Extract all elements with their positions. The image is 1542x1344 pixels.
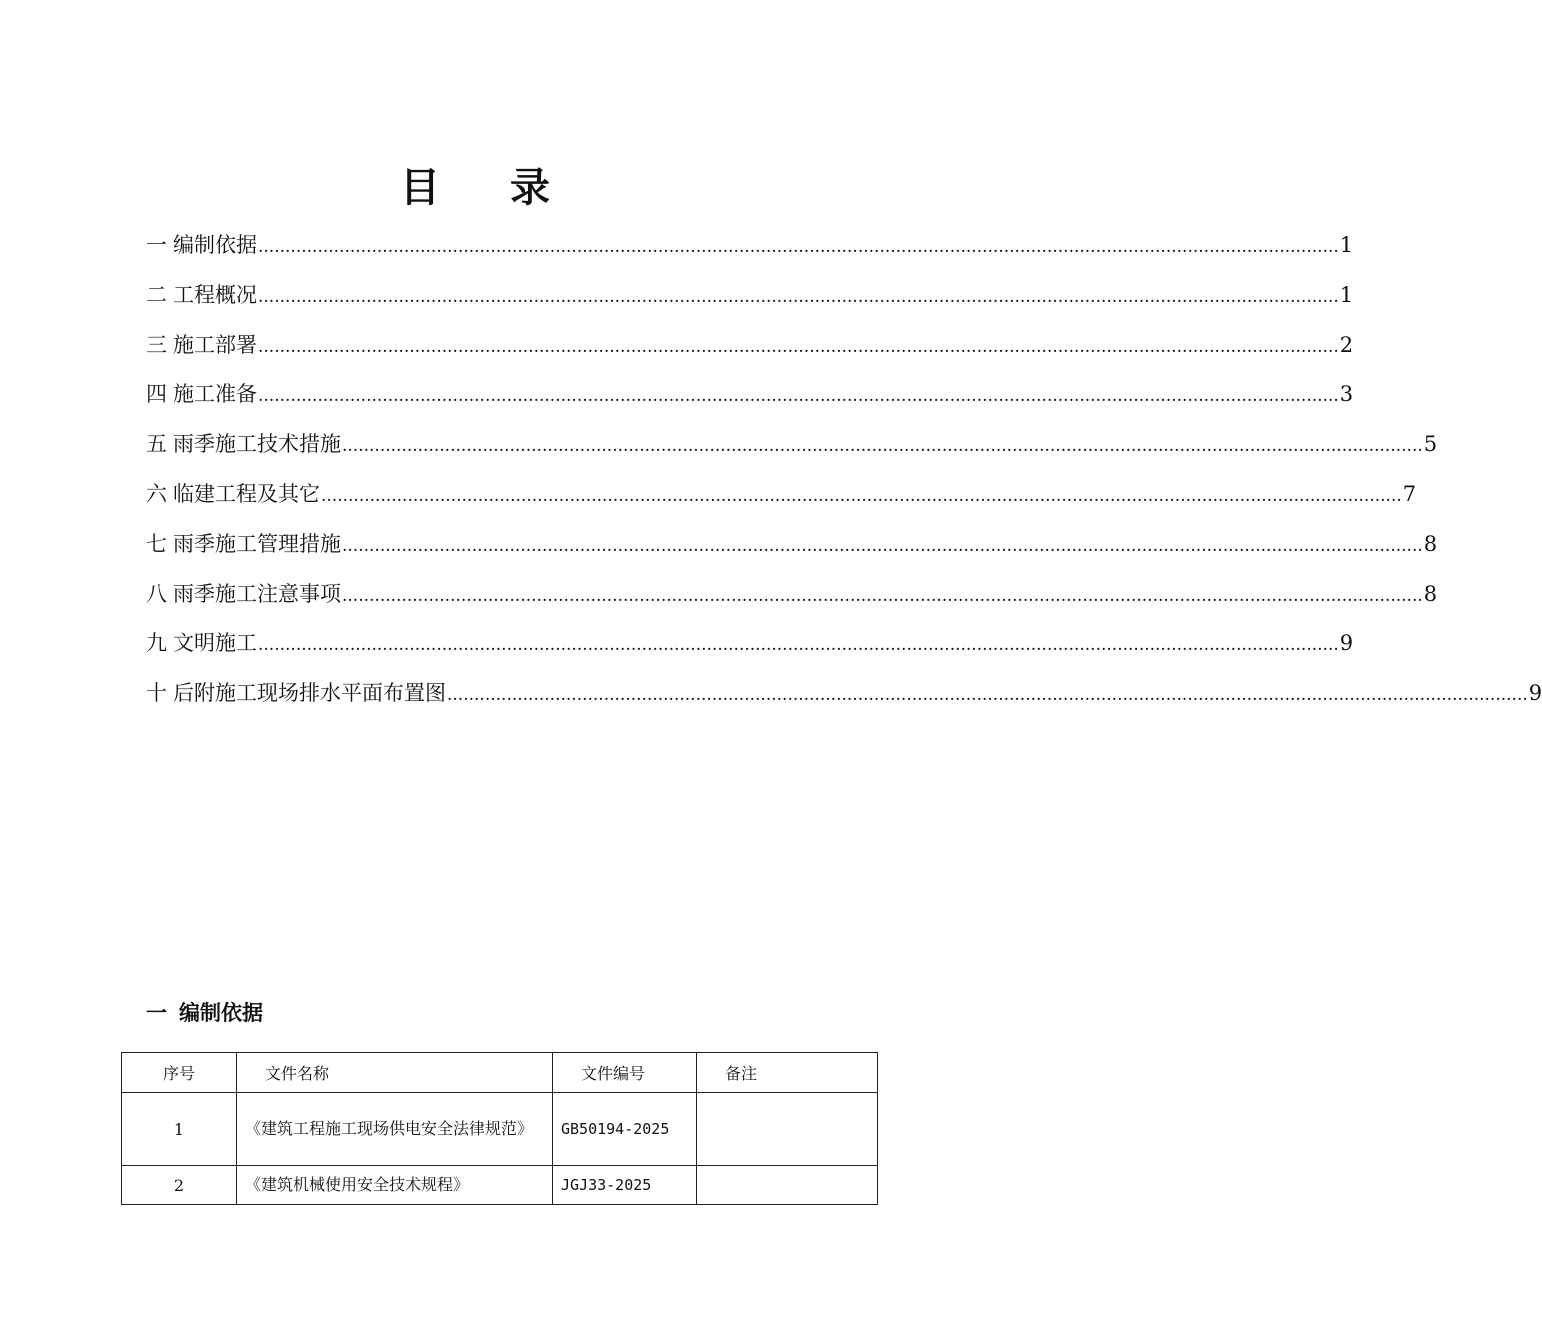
toc-entry-label: 雨季施工注意事项: [173, 581, 341, 606]
cell-name: 《建筑机械使用安全技术规程》: [237, 1166, 553, 1205]
toc-entry-page: 5: [1423, 432, 1438, 457]
toc-title: 目 录: [400, 164, 578, 211]
toc-entry-number: 四: [146, 382, 167, 407]
toc-entry[interactable]: [146, 425, 1438, 475]
toc-entry[interactable]: [146, 276, 1354, 326]
basis-table: [121, 1052, 878, 1205]
cell-code: JGJ33-2025: [553, 1166, 697, 1205]
header-note: 备注: [697, 1053, 878, 1093]
toc-entry[interactable]: [146, 674, 1542, 724]
toc-entry-page: 8: [1423, 581, 1438, 606]
toc-entry-page: 1: [1339, 233, 1354, 257]
table-row: [122, 1093, 878, 1166]
toc-entry-label: 编制依据: [173, 233, 257, 257]
toc-entry[interactable]: [146, 326, 1354, 376]
toc-dot-leader: ........................................................................................................................................................................................................: [342, 585, 1423, 606]
toc-entry-number: 一: [146, 233, 167, 257]
toc-entry-page: 1: [1339, 282, 1354, 307]
toc-entry-label: 工程概况: [173, 282, 257, 307]
toc-entry[interactable]: [146, 624, 1354, 674]
toc-entry-number: 七: [146, 531, 167, 556]
toc-entry[interactable]: [146, 525, 1438, 575]
toc-entry-label: 文明施工: [173, 631, 257, 656]
toc-entry-number: 六: [146, 481, 167, 506]
cell-code: GB50194-2025: [553, 1093, 697, 1166]
section-heading: [146, 996, 263, 1030]
toc-entry-number: 二: [146, 282, 167, 307]
toc-dot-leader: ........................................................................................................................................................................................................: [258, 286, 1339, 307]
toc-entry-label: 雨季施工技术措施: [173, 432, 341, 457]
cell-note: [697, 1166, 878, 1205]
toc-entry-page: 9: [1339, 631, 1354, 656]
cell-name: 《建筑工程施工现场供电安全法律规范》: [237, 1093, 553, 1166]
toc-entry-number: 九: [146, 631, 167, 656]
toc-entry[interactable]: [146, 375, 1354, 425]
header-name: 文件名称: [237, 1053, 553, 1093]
toc-dot-leader: ........................................................................................................................................................................................................: [258, 635, 1339, 656]
table-header-row: [122, 1053, 878, 1093]
toc-entry[interactable]: [146, 575, 1438, 625]
cell-no: 1: [122, 1093, 237, 1166]
toc-entry-page: 2: [1339, 332, 1354, 357]
toc-dot-leader: ........................................................................................................................................................................................................: [258, 336, 1339, 357]
toc-entry-number: 五: [146, 432, 167, 457]
toc-entry-page: 3: [1339, 382, 1354, 407]
toc-entry-page: 7: [1402, 481, 1417, 506]
header-code: 文件编号: [553, 1053, 697, 1093]
toc-entry[interactable]: [146, 226, 1354, 276]
toc-dot-leader: ........................................................................................................................................................................................................: [321, 485, 1402, 506]
toc-entry-label: 后附施工现场排水平面布置图: [173, 681, 446, 706]
cell-no: 2: [122, 1166, 237, 1205]
toc-dot-leader: ........................................................................................................................................................................................................: [258, 237, 1339, 257]
toc-entry-label: 施工准备: [173, 382, 257, 407]
toc-dot-leader: ........................................................................................................................................................................................................: [258, 386, 1339, 407]
toc-entry-number: 八: [146, 581, 167, 606]
section-number: 一: [146, 1001, 167, 1025]
toc-entry-number: 十: [146, 681, 167, 706]
toc-entry-label: 临建工程及其它: [173, 481, 320, 506]
toc-entry[interactable]: [146, 475, 1417, 525]
section-title: 编制依据: [179, 1001, 263, 1025]
toc-list: [146, 226, 1542, 724]
toc-entry-number: 三: [146, 332, 167, 357]
toc-entry-page: 8: [1423, 531, 1438, 556]
toc-dot-leader: ........................................................................................................................................................................................................: [342, 436, 1423, 457]
cell-note: [697, 1093, 878, 1166]
toc-dot-leader: ........................................................................................................................................................................................................: [447, 685, 1528, 706]
toc-entry-page: 9: [1528, 681, 1542, 706]
toc-entry-label: 雨季施工管理措施: [173, 531, 341, 556]
toc-entry-label: 施工部署: [173, 332, 257, 357]
toc-dot-leader: ........................................................................................................................................................................................................: [342, 535, 1423, 556]
header-no: 序号: [122, 1053, 237, 1093]
table-row: [122, 1166, 878, 1205]
